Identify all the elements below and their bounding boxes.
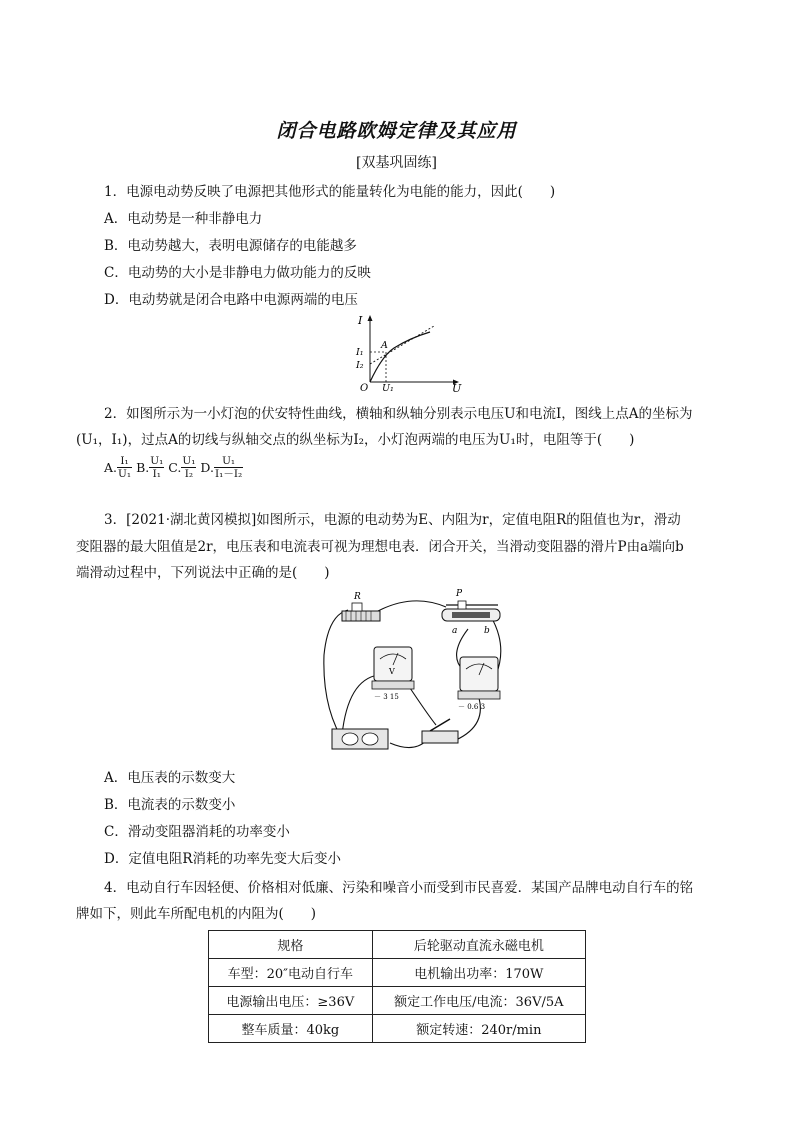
- voltmeter-terminals: － 3 15: [374, 693, 399, 701]
- wire-left-loop: [324, 610, 348, 745]
- q1-option-d: D．电动势就是闭合电路中电源两端的电压: [104, 292, 358, 308]
- q3-option-c: C．滑动变阻器消耗的功率变小: [104, 824, 290, 840]
- q2-option-a-den: U₁: [118, 468, 132, 480]
- ammeter-terminals: － 0.6 3: [458, 703, 486, 711]
- graph-u1-label: U₁: [382, 383, 394, 392]
- q2-option-c-fraction: [181, 455, 196, 480]
- iu-graph: [352, 312, 468, 392]
- q2-option-b-label: B.: [136, 460, 150, 475]
- table-row: [209, 987, 586, 1015]
- battery: [332, 729, 388, 749]
- graph-i1-label: I₁: [356, 347, 364, 358]
- q4-stem-line1: 4．电动自行车因轻便、价格相对低廉、污染和噪音小而受到市民喜爱．某国产品牌电动自行车的铭: [104, 880, 694, 896]
- graph-y-arrow: [368, 315, 373, 321]
- table-cell: 额定转速：240r/min: [372, 1015, 585, 1043]
- q2-option-d-fraction: [214, 455, 243, 480]
- q2-stem-line1: 2．如图所示为一小灯泡的伏安特性曲线，横轴和纵轴分别表示电压U和电流I，图线上点A的坐标为: [104, 406, 693, 422]
- q2-option-a-fraction: [117, 455, 132, 480]
- q2-option-b-fraction: [149, 455, 164, 480]
- q2-option-c-num: U₁: [182, 455, 196, 467]
- q2-option-d-num: U₁: [214, 455, 243, 468]
- graph-point-a-label: A: [381, 340, 388, 351]
- q3-option-d: D．定值电阻R消耗的功率先变大后变小: [104, 851, 341, 867]
- table-cell: 规格: [209, 931, 373, 959]
- resistor-r-label: R: [354, 592, 361, 602]
- voltmeter-v-label: V: [389, 667, 395, 676]
- table-cell: 额定工作电压/电流：36V/5A: [372, 987, 585, 1015]
- circuit-diagram: [318, 585, 510, 757]
- graph-x-label: U: [452, 382, 462, 392]
- q1-stem: 1．电源电动势反映了电源把其他形式的能量转化为电能的能力，因此( ): [104, 184, 556, 200]
- page-title: 闭合电路欧姆定律及其应用: [276, 120, 517, 142]
- table-cell: 车型：20″电动自行车: [209, 959, 373, 987]
- table-cell: 整车质量：40kg: [209, 1015, 373, 1043]
- rheostat-slider: [458, 601, 466, 609]
- table-row: [209, 931, 586, 959]
- nameplate-table: [208, 930, 586, 1043]
- q2-option-c-label: C.: [168, 460, 182, 475]
- wire-top: [378, 601, 446, 611]
- q2-option-a-label: A.: [104, 460, 118, 475]
- table-cell: 后轮驱动直流永磁电机: [372, 931, 585, 959]
- q1-option-a: A．电动势是一种非静电力: [104, 211, 263, 227]
- graph-y-label: I: [358, 314, 363, 327]
- q3-option-b: B．电流表的示数变小: [104, 797, 236, 813]
- wire-battery-switch: [390, 741, 426, 748]
- table-row: [209, 959, 586, 987]
- q2-option-b-den: I₁: [152, 468, 161, 480]
- q2-option-c-den: I₂: [184, 468, 194, 480]
- q3-option-a: A．电压表的示数变大: [104, 770, 236, 786]
- table-row: [209, 1015, 586, 1043]
- section-subtitle: [双基巩固练]: [356, 155, 437, 171]
- table-cell: 电源输出电压：≥36V: [209, 987, 373, 1015]
- q4-stem-line2: 牌如下，则此车所配电机的内阻为( ): [76, 906, 317, 922]
- q3-stem-line3: 端滑动过程中，下列说法中正确的是( ): [76, 565, 330, 581]
- q2-options: [104, 455, 243, 480]
- q1-option-b: B．电动势越大，表明电源储存的电能越多: [104, 238, 357, 254]
- q3-stem-line2: 变阻器的最大阻值是2r，电压表和电流表可视为理想电表．闭合开关，当滑动变阻器的滑片P由a端向b: [76, 539, 684, 555]
- q2-option-d-den: I₁－I₂: [214, 468, 243, 480]
- q2-option-a-num: I₁: [117, 455, 132, 468]
- rheostat-a-label: a: [452, 626, 458, 636]
- wire-volt-to-switch: [408, 685, 436, 725]
- graph-i2-label: I₂: [356, 360, 364, 371]
- graph-origin-label: O: [360, 383, 369, 392]
- q2-option-b-num: U₁: [150, 455, 164, 467]
- q3-stem-line1: 3．[2021·湖北黄冈模拟]如图所示，电源的电动势为E、内阻为r，定值电阻R的阻值也为r，滑动: [104, 512, 681, 528]
- switch: [422, 731, 458, 743]
- iu-curve: [370, 332, 430, 382]
- wire-ammeter-to-switch: [456, 695, 480, 740]
- rheostat-p-label: P: [456, 589, 463, 599]
- rheostat-b-label: b: [484, 626, 490, 636]
- tangent-line: [370, 326, 434, 364]
- q1-option-c: C．电动势的大小是非静电力做功能力的反映: [104, 265, 371, 281]
- q2-stem-line2: (U₁，I₁)，过点A的切线与纵轴交点的纵坐标为I₂，小灯泡两端的电压为U₁时，电阻等于( ): [76, 432, 635, 448]
- q2-option-d-label: D.: [200, 460, 214, 475]
- table-cell: 电机输出功率：170W: [372, 959, 585, 987]
